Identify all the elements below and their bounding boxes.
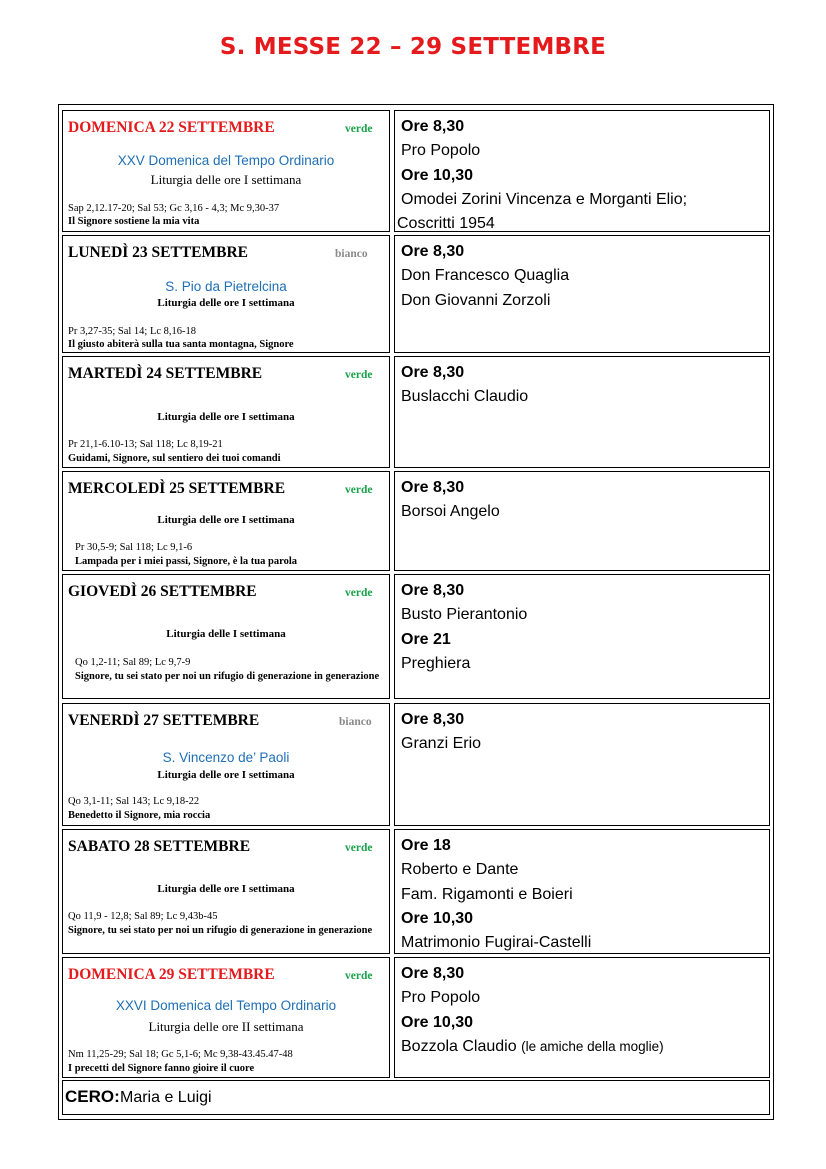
mass-intentions: [401, 476, 765, 525]
liturgy-week: Liturgia delle ore I settimana: [157, 769, 295, 781]
mass-line-text: Buslacchi Claudio: [401, 388, 529, 406]
mass-line-text: Ore 8,30: [401, 965, 465, 982]
feast-name: S. Pio da Pietrelcina: [165, 279, 287, 294]
mass-line-text: Don Giovanni Zorzoli: [401, 291, 551, 309]
mass-line-text: Preghiera: [401, 654, 471, 672]
mass-intention: [397, 212, 765, 236]
mass-intention: [401, 289, 765, 313]
mass-time: [401, 1011, 765, 1035]
mass-line-text: Ore 21: [401, 630, 451, 648]
mass-intentions: [401, 708, 765, 757]
liturgy-week: Liturgia delle ore I settimana: [157, 411, 295, 423]
psalm-response: Il giusto abiterà sulla tua santa montagna, Signore: [68, 339, 294, 350]
mass-cell-mercoled-25-settembre: [394, 471, 770, 571]
psalm-response: Guidami, Signore, sul sentiero dei tuoi comandi: [68, 453, 281, 464]
mass-time: [401, 476, 765, 500]
mass-line-text: Ore 10,30: [401, 909, 474, 927]
liturgical-color: bianco: [335, 248, 368, 260]
mass-note: (le amiche della moglie): [521, 1038, 664, 1054]
day-heading: DOMENICA 22 SETTEMBRE: [68, 119, 275, 136]
mass-line-text: Bozzola Claudio: [401, 1037, 517, 1055]
day-heading: GIOVEDÌ 26 SETTEMBRE: [68, 583, 257, 600]
mass-cell-sabato-28-settembre: [394, 829, 770, 954]
mass-intentions: [397, 115, 765, 236]
mass-time: [401, 115, 765, 139]
psalm-response: Il Signore sostiene la mia vita: [68, 216, 200, 227]
day-cell-domenica-29-settembre: [62, 957, 390, 1078]
mass-line-text: Pro Popolo: [401, 989, 481, 1007]
day-cell-gioved-26-settembre: [62, 574, 390, 699]
liturgical-color: verde: [345, 842, 373, 854]
feast-name: XXVI Domenica del Tempo Ordinario: [115, 998, 337, 1013]
mass-cell-gioved-26-settembre: [394, 574, 770, 699]
mass-intentions: [401, 834, 765, 955]
mass-time: [401, 164, 765, 188]
cero-row: [62, 1080, 770, 1115]
mass-intention: [401, 883, 765, 907]
mass-intentions: [401, 240, 765, 313]
mass-line-text: Ore 8,30: [401, 711, 465, 728]
day-cell-marted-24-settembre: [62, 356, 390, 468]
liturgical-color: bianco: [339, 716, 372, 728]
mass-intention: [401, 500, 765, 524]
liturgy-week: Liturgia delle ore I settimana: [157, 514, 295, 526]
liturgical-color: verde: [345, 587, 373, 599]
day-cell-mercoled-25-settembre: [62, 471, 390, 571]
cero-label: CERO:: [65, 1087, 120, 1106]
psalm-response: Signore, tu sei stato per noi un rifugio di generazione in generazione: [75, 671, 380, 682]
mass-intention: [401, 264, 765, 288]
liturgical-color: verde: [345, 970, 373, 982]
mass-line-text: Granzi Erio: [401, 735, 482, 753]
liturgical-color: verde: [345, 123, 373, 135]
day-heading: LUNEDÌ 23 SETTEMBRE: [68, 244, 249, 261]
liturgy-week: Liturgia delle ore I settimana: [157, 883, 295, 895]
readings-references: Qo 11,9 - 12,8; Sal 89; Lc 9,43b-45: [68, 911, 218, 922]
mass-line-text: Borsoi Angelo: [401, 503, 500, 521]
psalm-response: Lampada per i miei passi, Signore, è la tua parola: [75, 556, 297, 567]
liturgy-week: Liturgia delle ore I settimana: [150, 172, 302, 187]
mass-line-text: Ore 10,30: [401, 166, 474, 184]
readings-references: Pr 21,1-6.10-13; Sal 118; Lc 8,19-21: [68, 439, 223, 450]
mass-line-text: Omodei Zorini Vincenza e Morganti Elio;: [401, 190, 688, 208]
mass-cell-luned-23-settembre: [394, 235, 770, 353]
cero-value: Maria e Luigi: [120, 1089, 212, 1106]
readings-references: Pr 3,27-35; Sal 14; Lc 8,16-18: [68, 326, 197, 337]
day-cell-sabato-28-settembre: [62, 829, 390, 954]
mass-time: [401, 907, 765, 931]
psalm-response: Benedetto il Signore, mia roccia: [68, 810, 211, 821]
day-cell-luned-23-settembre: [62, 235, 390, 353]
mass-line-text: Matrimonio Fugirai-Castelli: [401, 934, 592, 952]
liturgy-week: Liturgia delle ore I settimana: [157, 297, 295, 309]
mass-line-text: Roberto e Dante: [401, 861, 519, 879]
readings-references: Nm 11,25-29; Sal 18; Gc 5,1-6; Mc 9,38-43.45.47-48: [68, 1049, 293, 1060]
mass-intention: [401, 652, 765, 676]
mass-intention: [401, 986, 765, 1010]
day-heading: MERCOLEDÌ 25 SETTEMBRE: [68, 480, 286, 497]
mass-time: [401, 240, 765, 264]
mass-line-text: Ore 10,30: [401, 1013, 474, 1031]
feast-name: XXV Domenica del Tempo Ordinario: [117, 153, 335, 168]
liturgy-week: Liturgia delle I settimana: [166, 628, 286, 640]
readings-references: Sap 2,12.17-20; Sal 53; Gc 3,16 - 4,3; Mc 9,30-37: [68, 203, 280, 214]
mass-line-text: Coscritti 1954: [397, 215, 495, 233]
day-heading: MARTEDÌ 24 SETTEMBRE: [68, 365, 263, 382]
mass-intention: [401, 1035, 765, 1059]
liturgical-color: verde: [345, 369, 373, 381]
mass-line-text: Ore 18: [401, 837, 451, 854]
psalm-response: I precetti del Signore fanno gioire il cuore: [68, 1063, 255, 1074]
mass-intention: [401, 603, 765, 627]
mass-time: [401, 708, 765, 732]
mass-line-text: Fam. Rigamonti e Boieri: [401, 885, 573, 903]
mass-intention: [401, 858, 765, 882]
mass-line-text: Ore 8,30: [401, 118, 465, 135]
day-cell-venerd-27-settembre: [62, 703, 390, 826]
mass-intention: [401, 931, 765, 955]
mass-cell-domenica-29-settembre: [394, 957, 770, 1078]
page-title: S. MESSE 22 – 29 SETTEMBRE: [219, 34, 607, 60]
day-heading: SABATO 28 SETTEMBRE: [68, 838, 251, 855]
mass-cell-marted-24-settembre: [394, 356, 770, 468]
day-cell-domenica-22-settembre: [62, 110, 390, 232]
mass-line-text: Ore 8,30: [401, 582, 465, 599]
mass-intention: [401, 385, 765, 409]
mass-time: [401, 579, 765, 603]
readings-references: Qo 3,1-11; Sal 143; Lc 9,18-22: [68, 796, 200, 807]
mass-intention: [401, 732, 765, 756]
day-heading: DOMENICA 29 SETTEMBRE: [68, 966, 275, 983]
readings-references: Qo 1,2-11; Sal 89; Lc 9,7-9: [75, 657, 191, 668]
mass-cell-venerd-27-settembre: [394, 703, 770, 826]
mass-intention: [401, 188, 765, 212]
feast-name: S. Vincenzo de’ Paoli: [162, 750, 290, 765]
mass-time: [401, 628, 765, 652]
mass-time: [401, 834, 765, 858]
mass-intentions: [401, 579, 765, 676]
liturgical-color: verde: [345, 484, 373, 496]
mass-cell-domenica-22-settembre: [394, 110, 770, 232]
mass-intention: [401, 139, 765, 163]
mass-time: [401, 361, 765, 385]
psalm-response: Signore, tu sei stato per noi un rifugio di generazione in generazione: [68, 925, 373, 936]
readings-references: Pr 30,5-9; Sal 118; Lc 9,1-6: [75, 542, 193, 553]
day-heading: VENERDÌ 27 SETTEMBRE: [68, 712, 260, 729]
liturgy-week: Liturgia delle ore II settimana: [148, 1019, 304, 1034]
mass-line-text: Ore 8,30: [401, 243, 465, 260]
mass-line-text: Busto Pierantonio: [401, 606, 528, 624]
mass-line-text: Pro Popolo: [401, 142, 481, 160]
mass-line-text: Ore 8,30: [401, 479, 465, 496]
mass-time: [401, 962, 765, 986]
mass-line-text: Don Francesco Quaglia: [401, 267, 570, 285]
mass-intentions: [401, 962, 765, 1059]
mass-intentions: [401, 361, 765, 410]
mass-line-text: Ore 8,30: [401, 364, 465, 381]
